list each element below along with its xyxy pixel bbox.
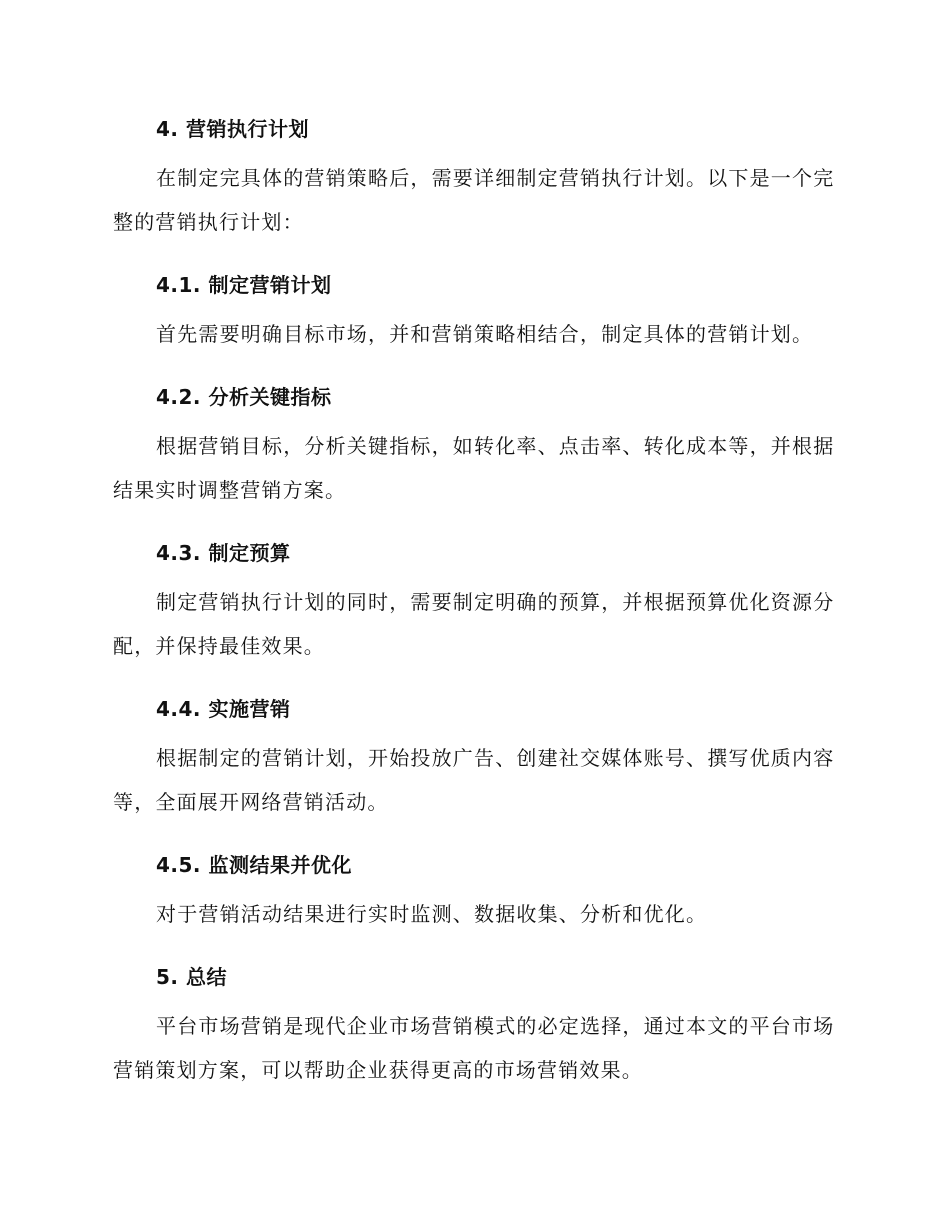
section-paragraph: 平台市场营销是现代企业市场营销模式的必定选择，通过本文的平台市场营销策划方案，可以帮助企业获得更高的市场营销效果。 (113, 1014, 835, 1082)
section-heading: 4.3. 制定预算 (156, 541, 291, 565)
section-heading: 4.2. 分析关键指标 (156, 385, 332, 409)
section-paragraph: 根据制定的营销计划，开始投放广告、创建社交媒体账号、撰写优质内容等，全面展开网络营销活动。 (113, 746, 835, 814)
section-paragraph: 在制定完具体的营销策略后，需要详细制定营销执行计划。以下是一个完整的营销执行计划： (113, 166, 835, 234)
section-paragraph: 制定营销执行计划的同时，需要制定明确的预算，并根据预算优化资源分配，并保持最佳效果。 (113, 590, 835, 658)
section-heading: 5. 总结 (156, 965, 227, 989)
section-heading: 4.4. 实施营销 (156, 697, 291, 721)
section-paragraph: 对于营销活动结果进行实时监测、数据收集、分析和优化。 (156, 902, 708, 926)
section-paragraph: 首先需要明确目标市场，并和营销策略相结合，制定具体的营销计划。 (156, 322, 814, 346)
section-paragraph: 根据营销目标，分析关键指标，如转化率、点击率、转化成本等，并根据结果实时调整营销方案。 (113, 434, 835, 502)
section-heading: 4.1. 制定营销计划 (156, 273, 332, 297)
section-heading: 4. 营销执行计划 (156, 117, 309, 141)
section-heading: 4.5. 监测结果并优化 (156, 853, 352, 877)
